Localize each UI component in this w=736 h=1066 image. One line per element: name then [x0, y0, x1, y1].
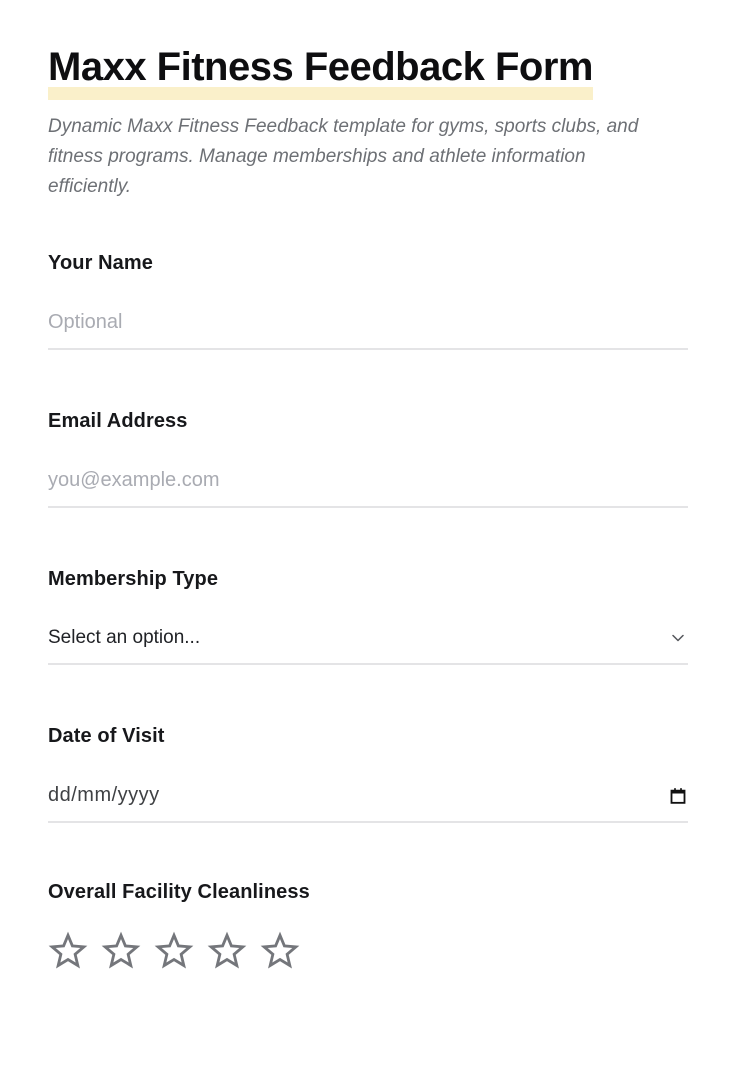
membership-type-selected-value: Select an option...	[48, 627, 201, 648]
field-membership-type	[48, 568, 688, 665]
field-email	[48, 410, 688, 508]
field-date-of-visit	[48, 725, 688, 823]
date-of-visit-input[interactable]	[48, 784, 688, 823]
page-title-highlight: Maxx Fitness Feedback Form	[48, 42, 593, 100]
cleanliness-stars	[48, 930, 688, 974]
email-input-row	[48, 469, 688, 508]
star-icon[interactable]	[207, 930, 247, 974]
page-description: Dynamic Maxx Fitness Feedback template for gyms, sports clubs, and fitness programs. Manage memberships and athlete information efficiently.	[48, 116, 639, 197]
email-input[interactable]	[48, 469, 688, 492]
your-name-input-row	[48, 311, 688, 350]
star-icon[interactable]	[154, 930, 194, 974]
star-icon[interactable]	[260, 930, 300, 974]
feedback-form	[0, 42, 736, 974]
your-name-input[interactable]	[48, 311, 688, 334]
star-icon[interactable]	[48, 930, 88, 974]
star-icon[interactable]	[101, 930, 141, 974]
membership-type-label: Membership Type	[48, 568, 219, 590]
field-cleanliness-rating	[48, 881, 688, 974]
calendar-icon[interactable]	[668, 786, 688, 806]
cleanliness-label: Overall Facility Cleanliness	[48, 881, 310, 903]
membership-type-select[interactable]	[48, 627, 688, 665]
date-of-visit-label: Date of Visit	[48, 725, 165, 747]
field-your-name	[48, 252, 688, 350]
email-label: Email Address	[48, 410, 188, 432]
date-placeholder-value: dd/mm/yyyy	[48, 784, 160, 806]
chevron-down-icon	[668, 628, 688, 648]
page-title	[48, 42, 688, 100]
your-name-label: Your Name	[48, 252, 154, 274]
